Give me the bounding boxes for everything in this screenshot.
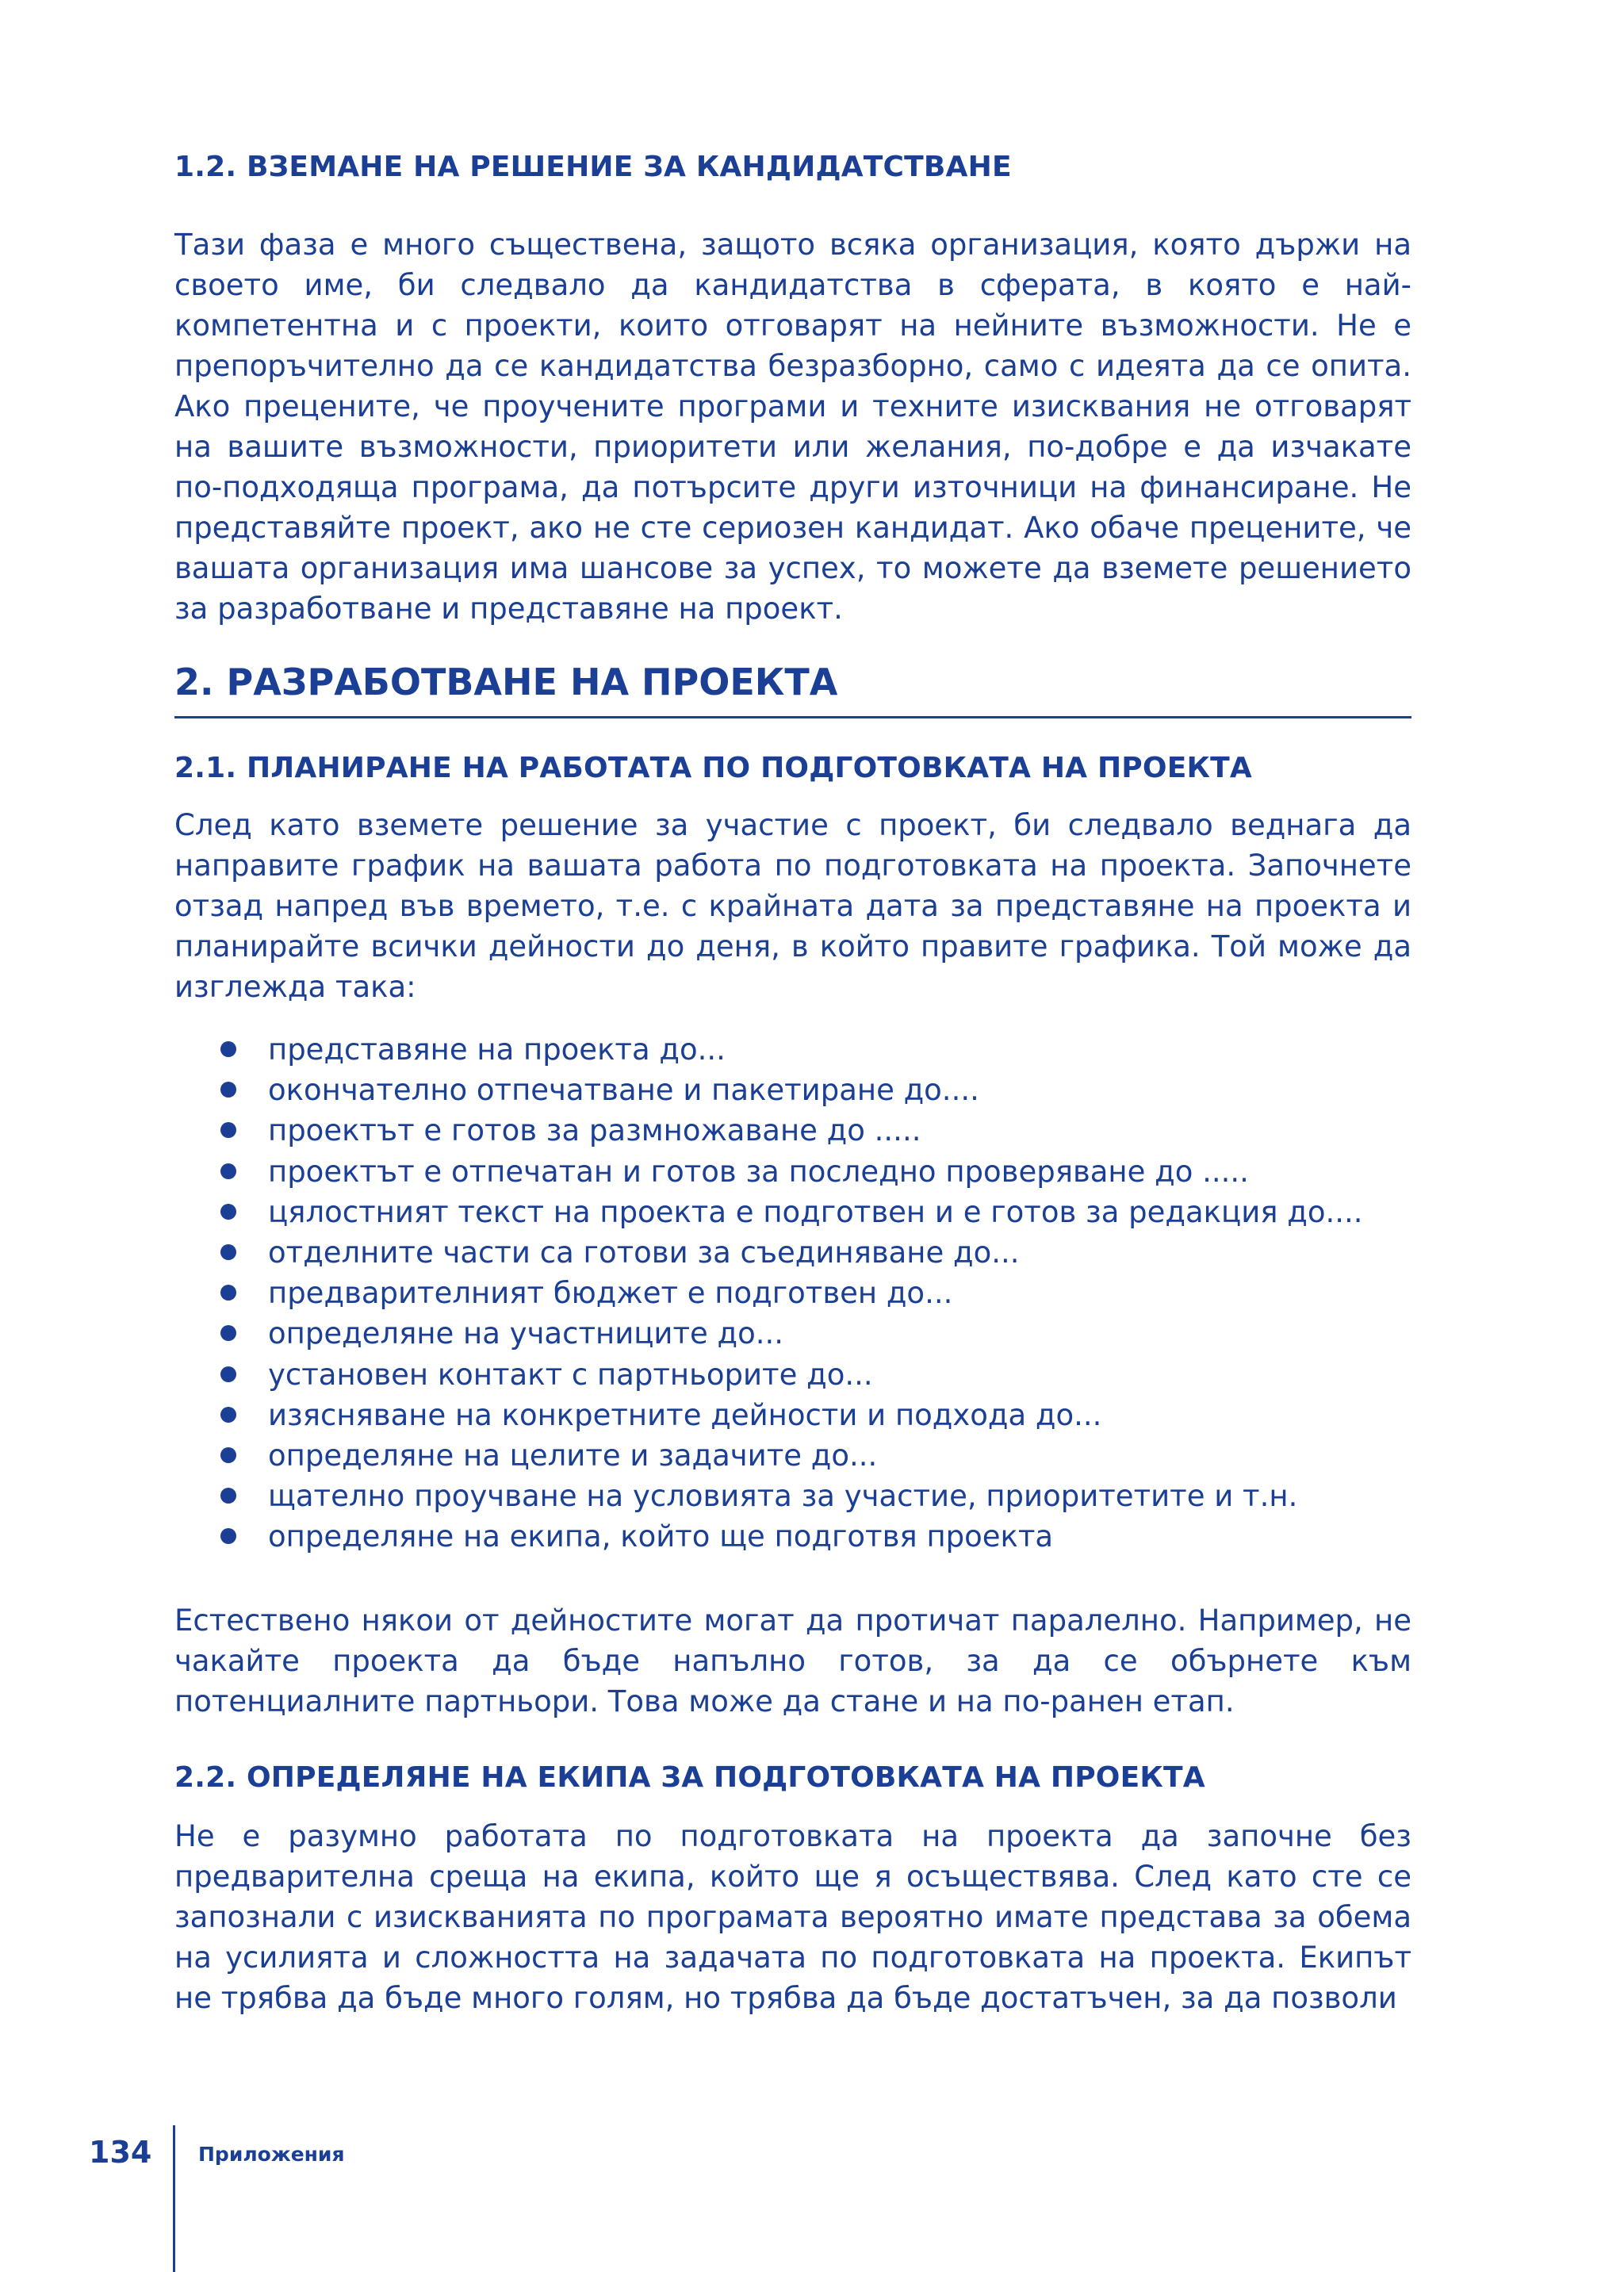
list-item: предварителният бюджет е подготвен до... (220, 1273, 1411, 1313)
section-1-2-heading: 1.2. ВЗЕМАНЕ НА РЕШЕНИЕ ЗА КАНДИДАТСТВАНЕ (174, 151, 1012, 183)
bullet-icon (220, 1447, 236, 1463)
bullet-icon (220, 1122, 236, 1138)
page-number: 134 (89, 2135, 152, 2170)
section-2-1-intro: След като вземете решение за участие с проект, би следвало веднага да направите график на вашата работа по подготовката на проекта. Започнете отзад напред във времето, т.е. с крайната дата за представяне на проекта и планирайте всички дейности до деня, в който правите графика. Той може да изглежда така: (174, 808, 1411, 1004)
bullet-icon (220, 1366, 236, 1382)
section-2-2-heading: 2.2. ОПРЕДЕЛЯНЕ НА ЕКИПА ЗА ПОДГОТОВКАТА НА ПРОЕКТА (174, 1761, 1205, 1794)
list-item: отделните части са готови за съединяване до... (220, 1232, 1411, 1273)
list-item: определяне на екипа, който ще подготвя проекта (220, 1516, 1411, 1557)
list-item: установен контакт с партньорите до... (220, 1354, 1411, 1395)
list-item: определяне на целите и задачите до... (220, 1435, 1411, 1476)
list-item: изясняване на конкретните дейности и подхода до... (220, 1395, 1411, 1435)
bullet-icon (220, 1082, 236, 1098)
bullet-icon (220, 1528, 236, 1544)
section-2-1-heading: 2.1. ПЛАНИРАНЕ НА РАБОТАТА ПО ПОДГОТОВКАТА НА ПРОЕКТА (174, 752, 1252, 784)
list-item: цялостният текст на проекта е подготвен и е готов за редакция до.... (220, 1192, 1411, 1232)
list-item: окончателно отпечатване и пакетиране до.... (220, 1070, 1411, 1110)
section-2-heading: 2. РАЗРАБОТВАНЕ НА ПРОЕКТА (174, 661, 1411, 718)
list-item: определяне на участниците до... (220, 1313, 1411, 1354)
section-1-2-paragraph: Тази фаза е много съществена, защото всяка организация, която държи на своето име, би следвало да кандидатства в сферата, в която е най-компетентна и с проекти, които отговарят на нейните възможности. Не е препоръчително да се кандидатства безразборно, само с идеята да се опита. Ако прецените, че проучените програми и техните изисквания не отговарят на вашите възможности, приоритети или желания, по-добре е да изчакате по-подходяща програма, да потърсите други източници на финансиране. Не представяйте проект, ако не сте сериозен кандидат. Ако обаче прецените, че вашата организация има шансове за успех, то можете да вземете решението за разработване и представяне на проект. (174, 228, 1411, 626)
bullet-icon (220, 1204, 236, 1220)
list-item: щателно проучване на условията за участие, приоритетите и т.н. (220, 1476, 1411, 1516)
list-item: представяне на проекта до... (220, 1029, 1411, 1070)
bullet-icon (220, 1163, 236, 1179)
bullet-icon (220, 1244, 236, 1260)
section-2-1-outro: Естествено някои от дейностите могат да протичат паралелно. Например, не чакайте проекта да бъде напълно готов, за да се обърнете към потенциалните партньори. Това може да стане и на по-ранен етап. (174, 1603, 1411, 1718)
bullet-icon (220, 1041, 236, 1057)
bullet-icon (220, 1407, 236, 1423)
bullet-icon (220, 1325, 236, 1341)
list-item: проектът е готов за размножаване до ..... (220, 1110, 1411, 1151)
page-content (174, 151, 1411, 2018)
list-item: проектът е отпечатан и готов за последно проверяване до ..... (220, 1151, 1411, 1192)
footer-section-label: Приложения (198, 2143, 345, 2166)
schedule-list (174, 1029, 1411, 1557)
bullet-icon (220, 1285, 236, 1301)
section-2-2-paragraph: Не е разумно работата по подготовката на проекта да започне без предварителна среща на екипа, който ще я осъществява. След като сте се запознали с изискванията по програмата вероятно имате представа за обема на усилията и сложността на задачата по подготовката на проекта. Екипът не трябва да бъде много голям, но трябва да бъде достатъчен, за да позволи (174, 1818, 1411, 2015)
bullet-icon (220, 1488, 236, 1504)
footer-divider (173, 2125, 175, 2272)
